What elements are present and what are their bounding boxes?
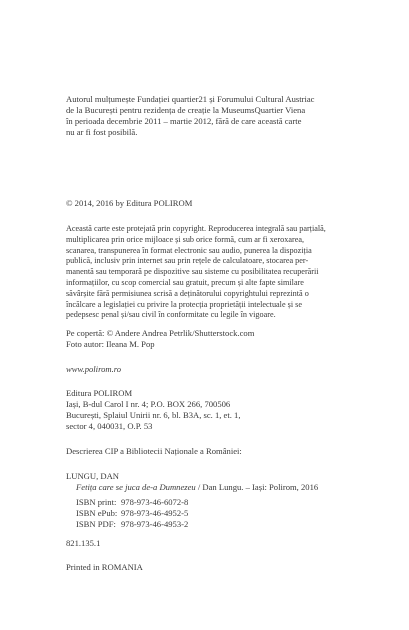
isbn-row xyxy=(66,497,366,508)
cip-title-rest: / Dan Lungu. – Iași: Polirom, 2016 xyxy=(195,482,319,492)
address-line: Iași, B-dul Carol I nr. 4; P.O. BOX 266, 700506 xyxy=(66,399,231,409)
copyright-notice: © 2014, 2016 by Editura POLIROM xyxy=(66,198,193,208)
credits-block xyxy=(66,328,366,350)
isbn-row xyxy=(66,519,366,530)
isbn-value: 978-973-46-4953-2 xyxy=(121,519,189,529)
legal-line: manentă sau temporară pe dispozitive sau sisteme cu posibilitatea recuperării xyxy=(66,267,319,277)
legal-line: publică, inclusiv prin internet sau prin rețele de calculatoare, stocarea per- xyxy=(66,256,309,266)
publisher-website[interactable]: www.polirom.ro xyxy=(66,364,122,374)
legal-line: scanarea, transpunerea în format electronic sau audio, punerea la dispoziția xyxy=(66,245,312,255)
cip-heading: Descrierea CIP a Bibliotecii Naționale a României: xyxy=(66,446,242,456)
address-line: sector 4, 040031, O.P. 53 xyxy=(66,421,153,431)
classification-block xyxy=(66,538,366,549)
classification-number: 821.135.1 xyxy=(66,538,101,548)
publisher-name: Editura POLIROM xyxy=(66,388,133,398)
legal-line: pedepsesc penal și/sau civil în conformitate cu legile în vigoare. xyxy=(66,310,276,320)
acknowledgement-line: de la București pentru rezidența de creație la MuseumsQuartier Viena xyxy=(66,105,306,115)
legal-line: săvârșite fără permisiunea scrisă a deținătorului copyrightului reprezintă o xyxy=(66,288,309,298)
printed-block xyxy=(66,562,366,573)
copyright-notice-block xyxy=(66,198,366,209)
legal-text-block xyxy=(66,224,366,321)
cip-title-line xyxy=(66,482,366,493)
address-line: București, Splaiul Unirii nr. 6, bl. B3A, sc. 1, et. 1, xyxy=(66,410,241,420)
legal-line: multiplicarea prin orice mijloace și sub orice formă, cum ar fi xeroxarea, xyxy=(66,234,305,244)
cip-record-block xyxy=(66,471,366,530)
isbn-value: 978-973-46-6072-8 xyxy=(121,497,189,507)
isbn-label: ISBN PDF: xyxy=(76,519,116,529)
isbn-label: ISBN ePub: xyxy=(76,508,118,518)
acknowledgement-block xyxy=(66,94,366,138)
cip-author: LUNGU, DAN xyxy=(66,471,119,481)
photo-credit: Foto autor: Ileana M. Pop xyxy=(66,339,155,349)
printed-in: Printed in ROMANIA xyxy=(66,562,143,572)
website-block xyxy=(66,364,366,375)
legal-line: Această carte este protejată prin copyright. Reproducerea integrală sau parțială, xyxy=(66,224,326,233)
publisher-block xyxy=(66,388,366,432)
cip-heading-block xyxy=(66,446,366,457)
isbn-row xyxy=(66,508,366,519)
acknowledgement-line: nu ar fi fost posibilă. xyxy=(66,127,138,137)
legal-line: încălcare a legislației cu privire la protecția proprietății intelectuale și se xyxy=(66,299,302,309)
acknowledgement-line: Autorul mulțumește Fundației quartier21 și Forumului Cultural Austriac xyxy=(66,94,315,104)
isbn-value: 978-973-46-4952-5 xyxy=(121,508,189,518)
acknowledgement-line: în perioada decembrie 2011 – martie 2012, fără de care această carte xyxy=(66,116,302,126)
cover-credit: Pe copertă: © Andere Andrea Petrlik/Shutterstock.com xyxy=(66,328,255,338)
cip-title: Fetița care se juca de-a Dumnezeu xyxy=(76,482,196,492)
legal-line: informațiilor, cu scop comercial sau gratuit, precum și alte fapte similare xyxy=(66,277,304,287)
isbn-label: ISBN print: xyxy=(76,497,117,507)
